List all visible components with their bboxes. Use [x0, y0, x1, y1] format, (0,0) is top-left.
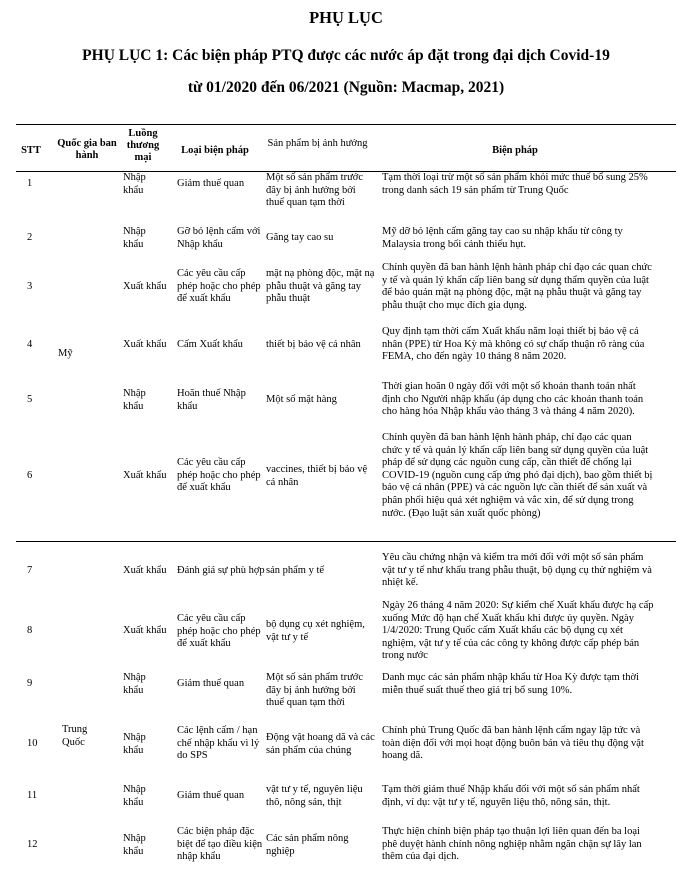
cell-stt: 9: [27, 678, 33, 689]
appendix-title-line2: từ 01/2020 đến 06/2021 (Nguồn: Macmap, 2021): [187, 79, 505, 96]
cell-flow: Nhập khẩu: [123, 172, 146, 196]
cell-stt: 8: [27, 625, 33, 636]
cell-measure: Chính quyền đã ban hành lệnh hành pháp chỉ đạo các quan chức y tế và quản lý khẩn cấp liên bang sử dụng thẩm quyền của luật để bảo quản mặt nạ phòng độc, mặt nạ phẫu thuật và găng tay phẫu thuật cho mục đích gia dụng.: [382, 262, 652, 311]
country-divider: [16, 541, 676, 542]
country-us: Mỹ: [58, 348, 73, 359]
cell-flow: Xuất khẩu: [123, 625, 167, 636]
cell-type: Cấm Xuất khẩu: [177, 339, 243, 350]
cell-product: thiết bị bảo vệ cá nhân: [266, 339, 361, 350]
cell-stt: 12: [27, 839, 38, 850]
cell-product: Các sản phẩm nông nghiệp: [266, 833, 349, 857]
cell-stt: 5: [27, 394, 33, 405]
table-top-rule: [16, 124, 676, 125]
cell-stt: 4: [27, 339, 33, 350]
cell-stt: 11: [27, 790, 38, 801]
cell-measure: Chính phủ Trung Quốc đã ban hành lệnh cấm ngay lập tức và toàn diện đối với mọi hoạt động buôn bán và tiêu thụ động vật hoang dã.: [382, 725, 644, 762]
cell-stt: 6: [27, 470, 33, 481]
cell-flow: Xuất khẩu: [123, 470, 167, 481]
cell-stt: 7: [27, 565, 33, 576]
cell-measure: Mỹ dỡ bỏ lệnh cấm găng tay cao su nhập khẩu từ công ty Malaysia trong bối cảnh thiếu hụt.: [382, 226, 623, 250]
cell-stt: 3: [27, 281, 33, 292]
cell-stt: 1: [27, 178, 33, 189]
header-country: Quốc gia ban hành: [57, 138, 117, 161]
cell-flow: Nhập khẩu: [123, 226, 146, 250]
cell-measure: Thực hiện chính biện pháp tạo thuận lợi liên quan đến ba loại phê duyệt hành chính nông nghiệp nhằm ngăn chặn sự lây lan thêm của đại dịch.: [382, 826, 642, 863]
header-product: Sản phẩm bị ảnh hưởng: [267, 138, 368, 149]
cell-flow: Nhập khẩu: [123, 388, 146, 412]
cell-type: Giảm thuế quan: [177, 178, 245, 189]
cell-type: Các yêu cầu cấp phép hoặc cho phép để xuất khẩu: [177, 268, 261, 305]
cell-flow: Nhập khẩu: [123, 833, 146, 857]
cell-flow: Xuất khẩu: [123, 281, 167, 292]
cell-flow: Nhập khẩu: [123, 784, 146, 808]
cell-measure: Quy định tạm thời cấm Xuất khẩu năm loại thiết bị bảo vệ cá nhân (PPE) từ Hoa Kỳ mà không có sự chấp thuận rõ ràng của FEMA, cho đến ngày 10 tháng 8 năm 2020.: [382, 326, 645, 363]
cell-product: vật tư y tế, nguyên liệu thô, nông sản, thịt: [266, 784, 363, 808]
cell-type: Các yêu cầu cấp phép hoặc cho phép để xuất khẩu: [177, 457, 261, 494]
cell-product: Một số sản phẩm trước đây bị ảnh hưởng bởi thuế quan tạm thời: [266, 672, 363, 709]
header-flow: Luồng thương mại: [126, 128, 160, 163]
cell-type: Đánh giá sự phù hợp: [177, 565, 265, 576]
header-type: Loại biện pháp: [181, 145, 249, 156]
cell-measure: Ngày 26 tháng 4 năm 2020: Sự kiểm chế Xuất khẩu được hạ cấp xuống Mức độ hạn chế Xuất khẩu khi được ủy quyền. Ngày 1/4/2020: Trung Quốc cấm Xuất khẩu các bộ dụng cụ xét nghiệm, vật tư y tế của các công ty không được cấp phép bán trong nước: [382, 600, 654, 662]
cell-stt: 2: [27, 232, 33, 243]
cell-measure: Chính quyền đã ban hành lệnh hành pháp, chỉ đạo các quan chức y tế và quản lý khẩn cấp liên bang sử dụng quyền của luật pháp để sử dụng các nguồn cung cấp, cần thiết để chống lại COVID-19 (nguồn cung cấp ứng phó đại dịch), bao gồm thiết bị bảo vệ cá nhân (PPE) và các nguồn lực cần thiết để sản xuất và phân phối hiệu quả xét nghiệm và vắc xin, để sử dụng trong nước. (Đạo luật sản xuất quốc phòng): [382, 432, 653, 519]
appendix-title-line1: PHỤ LỤC 1: Các biện pháp PTQ được các nước áp đặt trong đại dịch Covid-19: [82, 47, 610, 64]
cell-product: mặt nạ phòng độc, mặt nạ phẫu thuật và găng tay phẫu thuật: [266, 268, 375, 305]
cell-measure: Thời gian hoãn 0 ngày đối với một số khoản thanh toán nhất định cho Người nhập khẩu (áp dụng cho các khoản thanh toán cho hàng hóa Nhập khẩu vào tháng 3 và tháng 4 năm 2020).: [382, 381, 644, 418]
cell-product: sản phẩm y tế: [266, 565, 325, 576]
header-stt: STT: [21, 145, 41, 156]
cell-product: Một số sản phẩm trước đây bị ảnh hưởng bởi thuế quan tạm thời: [266, 172, 363, 209]
cell-product: Động vật hoang dã và các sản phẩm của chúng: [266, 732, 375, 756]
cell-type: Các yêu cầu cấp phép hoặc cho phép để xuất khẩu: [177, 613, 261, 650]
cell-type: Hoãn thuế Nhập khẩu: [177, 388, 246, 412]
cell-product: Một số mặt hàng: [266, 394, 337, 405]
country-china: Trung Quốc: [62, 724, 88, 748]
cell-product: Găng tay cao su: [266, 232, 334, 243]
cell-product: bộ dụng cụ xét nghiệm, vật tư y tế: [266, 619, 365, 643]
cell-measure: Yêu cầu chứng nhận và kiểm tra mới đối với một số sản phẩm vật tư y tế như khẩu trang phẫu thuật, bộ dụng cụ thử nghiệm và nhiệt kế.: [382, 552, 652, 589]
cell-type: Các biện pháp đặc biệt để tạo điều kiện nhập khẩu: [177, 826, 263, 863]
cell-type: Các lệnh cấm / hạn chế nhập khẩu vì lý do SPS: [177, 725, 260, 762]
cell-stt: 10: [27, 738, 38, 749]
cell-flow: Nhập khẩu: [123, 672, 146, 696]
page-title: PHỤ LỤC: [309, 8, 383, 27]
cell-type: Giảm thuế quan: [177, 678, 245, 689]
cell-type: Gỡ bỏ lệnh cấm với Nhập khẩu: [177, 226, 261, 250]
cell-flow: Xuất khẩu: [123, 565, 167, 576]
cell-product: vaccines, thiết bị bảo vệ cá nhân: [266, 464, 368, 488]
header-measure: Biện pháp: [492, 145, 538, 156]
cell-measure: Danh mục các sản phẩm nhập khẩu từ Hoa Kỳ được tạm thời miễn thuế suất thuế theo giá trị bổ sung 10%.: [382, 672, 639, 696]
cell-flow: Nhập khẩu: [123, 732, 146, 756]
cell-type: Giảm thuế quan: [177, 790, 245, 801]
cell-measure: Tạm thời loại trừ một số sản phẩm khỏi mức thuế bổ sung 25% trong danh sách 19 sản phẩm từ Trung Quốc: [382, 172, 648, 196]
cell-flow: Xuất khẩu: [123, 339, 167, 350]
cell-measure: Tạm thời giảm thuế Nhập khẩu đối với một số sản phẩm nhất định, ví dụ: vật tư y tế, nguyên liệu thô, nông sản, thịt.: [382, 784, 640, 808]
